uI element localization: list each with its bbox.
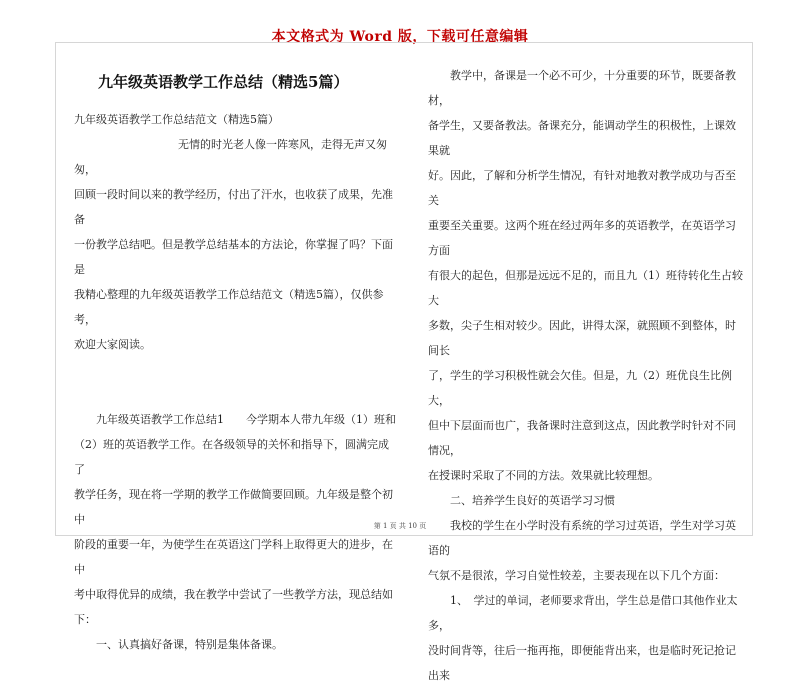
right-column xyxy=(428,63,746,688)
paragraph-line: 备学生，又要备教法。备课充分，能调动学生的积极性，上课效果就 xyxy=(428,119,736,157)
paragraph-line: 阶段的重要一年，为使学生在英语这门学科上取得更大的进步，在中 xyxy=(74,538,393,576)
page-number: 第 1 页 共 10 页 xyxy=(373,522,427,530)
document-page xyxy=(55,42,753,682)
paragraph-line: 教学中，备课是一个必不可少，十分重要的环节，既要备教材， xyxy=(428,69,736,107)
paragraph-line: 九年级英语教学工作总结1 今学期本人带九年级（1）班和 xyxy=(96,413,396,426)
left-column xyxy=(74,107,396,657)
paragraph-line: 教学任务，现在将一学期的教学工作做简要回顾。九年级是整个初中 xyxy=(74,488,393,526)
paragraph-line: 了，学生的学习积极性就会欠佳。但是，九（2）班优良生比例大， xyxy=(428,369,732,407)
paragraph-line: 好。因此，了解和分析学生情况，有针对地教对教学成功与否至关 xyxy=(428,169,736,207)
section-heading: 一、认真搞好备课，特别是集体备课。 xyxy=(96,638,283,651)
paragraph-line: （2）班的英语教学工作。在各级领导的关怀和指导下，圆满完成了 xyxy=(74,438,389,476)
paragraph-line: 无情的时光老人像一阵寒风，走得无声又匆匆， xyxy=(74,138,387,176)
paragraph-line: 气氛不是很浓，学习自觉性较差，主要表现在以下几个方面： xyxy=(428,569,725,582)
paragraph-line: 重要至关重要。这两个班在经过两年多的英语教学，在英语学习方面 xyxy=(428,219,736,257)
paragraph-line: 我精心整理的九年级英语教学工作总结范文（精选5篇），仅供参考， xyxy=(74,288,384,326)
subtitle: 九年级英语教学工作总结范文（精选5篇） xyxy=(74,113,279,126)
paragraph-line: 但中下层面而也广，我备课时注意到这点，因此教学时针对不同情况， xyxy=(428,419,736,457)
paragraph-line: 我校的学生在小学时没有系统的学习过英语，学生对学习英语的 xyxy=(428,519,736,557)
word-format-banner: 本文格式为 Word 版，下载可任意编辑 xyxy=(271,29,529,45)
paragraph-line: 多数，尖子生相对较少。因此，讲得太深，就照顾不到整体，时间长 xyxy=(428,319,736,357)
paragraph-line: 1、 学过的单词，老师要求背出，学生总是借口其他作业太多， xyxy=(428,594,738,632)
section-heading: 二、培养学生良好的英语学习习惯 xyxy=(450,494,615,507)
paragraph-line: 回顾一段时间以来的教学经历，付出了汗水，也收获了成果，先准备 xyxy=(74,188,393,226)
paragraph-line: 欢迎大家阅读。 xyxy=(74,338,151,351)
paragraph-line: 在授课时采取了不同的方法。效果就比较理想。 xyxy=(428,469,659,482)
paragraph-line: 没时间背等，往后一拖再拖，即便能背出来，也是临时死记抢记出来 xyxy=(428,644,736,682)
paragraph-line: 考中取得优异的成绩，我在教学中尝试了一些教学方法，现总结如下： xyxy=(74,588,393,626)
paragraph-line: 有很大的起色，但那是远远不足的，而且九（1）班待转化生占较大 xyxy=(428,269,743,307)
paragraph-line: 一份教学总结吧。但是教学总结基本的方法论，你掌握了吗？下面是 xyxy=(74,238,393,276)
document-title: 九年级英语教学工作总结（精选5篇） xyxy=(98,73,349,91)
